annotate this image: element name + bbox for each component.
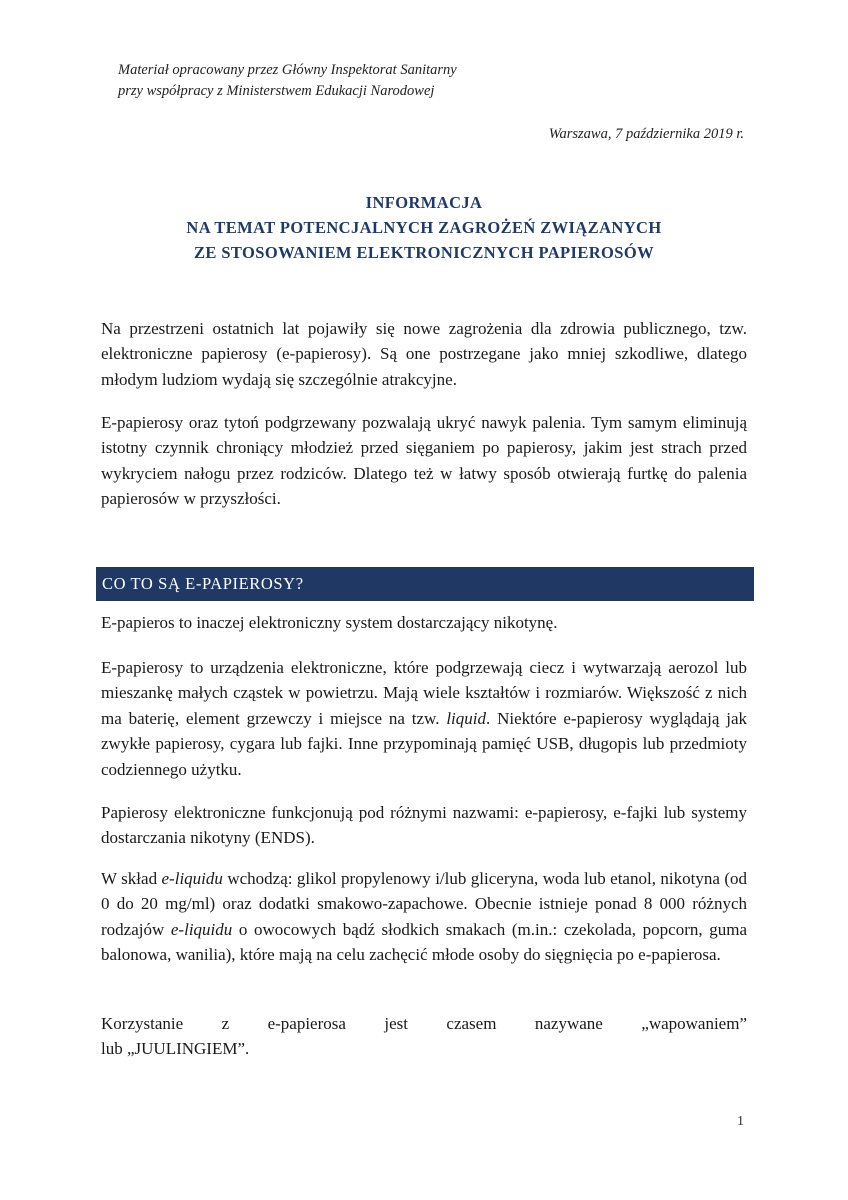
section-heading-bar	[96, 567, 754, 601]
page-number: 1	[737, 1114, 744, 1129]
section-paragraph-2-text	[101, 655, 747, 782]
section-paragraph-4	[101, 866, 747, 968]
p4-text-e: o owocowych bądź słodkich smakach (m.in.: czekolada, popcorn, guma balonowa, wanilia), które mają na celu zachęcić młode osoby do sięgnięcia po e-papierosa.	[101, 919, 747, 965]
intro-paragraph-1-text: Na przestrzeni ostatnich lat pojawiły się nowe zagrożenia dla zdrowia publicznego, tzw. elektroniczne papierosy (e-papierosy). Są one postrzegane jako mniej szkodliwe, dlatego młodym ludziom wydają się szczególnie atrakcyjne.	[101, 319, 747, 389]
p2-text-after: . Niektóre e-papierosy wyglądają jak zwykłe papierosy, cygara lub fajki. Inne przypominają pamięć USB, długopis lub przedmioty codziennego użytku.	[101, 708, 747, 779]
section-paragraph-3	[101, 800, 747, 851]
document-title-line-1: INFORMACJA	[365, 193, 483, 212]
document-title-line-3: ZE STOSOWANIEM ELEKTRONICZNYCH PAPIEROSÓW	[194, 243, 654, 262]
section-paragraph-4-text	[101, 866, 747, 968]
section-paragraph-1-text: E-papieros to inaczej elektroniczny system dostarczający nikotynę.	[101, 613, 558, 632]
p4-text-a: W skład	[101, 869, 162, 888]
p4-eliquid-term-2: e-liquidu	[170, 919, 233, 939]
intro-paragraph-2-text: E-papierosy oraz tytoń podgrzewany pozwalają ukryć nawyk palenia. Tym samym eliminują istotny czynnik chroniący młodzież przed sięganiem po papierosy, jakim jest strach przed wykryciem nałogu przez rodziców. Dlatego też w łatwy sposób otwierają furtkę do palenia papierosów w przyszłości.	[101, 413, 747, 509]
section-paragraph-2	[101, 655, 747, 782]
intro-paragraph-2	[101, 410, 747, 512]
intro-paragraph-1	[101, 316, 747, 392]
section-paragraph-5-line-2: lub „JUULINGIEM”.	[101, 1039, 250, 1059]
header-cooperation-line: przy współpracy z Ministerstwem Edukacji Narodowej	[118, 83, 435, 99]
section-paragraph-1	[101, 610, 747, 635]
p4-text-c: wchodzą: glikol propylenowy i/lub gliceryna, woda lub etanol, nikotyna (od 0 do 20 mg/ml) oraz dodatki smakowo-zapachowe. Obecnie istnieje ponad 8 000 różnych rodzajów	[101, 869, 747, 939]
p2-liquid-term: liquid	[446, 708, 486, 728]
document-title-line-2: NA TEMAT POTENCJALNYCH ZAGROŻEŃ ZWIĄZANYCH	[186, 218, 662, 237]
section-paragraph-5	[101, 1011, 747, 1062]
section-paragraph-5-line-1: Korzystanie z e-papierosa jest czasem nazywane „wapowaniem”	[101, 1014, 747, 1033]
document-date: Warszawa, 7 października 2019 r.	[548, 126, 744, 142]
section-heading: CO TO SĄ E-PAPIEROSY?	[102, 574, 304, 593]
header-institution-line: Materiał opracowany przez Główny Inspektorat Sanitarny	[118, 62, 457, 78]
section-paragraph-3-text: Papierosy elektroniczne funkcjonują pod różnymi nazwami: e-papierosy, e-fajki lub systemy dostarczania nikotyny (ENDS).	[101, 803, 747, 848]
p2-text-before: E-papierosy to urządzenia elektroniczne, które podgrzewają ciecz i wytwarzają aerozol lub mieszankę małych cząstek w powietrzu. Mają wiele kształtów i rozmiarów. Większość z nich ma baterię, element grzewczy i miejsce na tzw.	[101, 658, 747, 728]
p4-eliquid-term-1: e-liquidu	[161, 869, 223, 888]
